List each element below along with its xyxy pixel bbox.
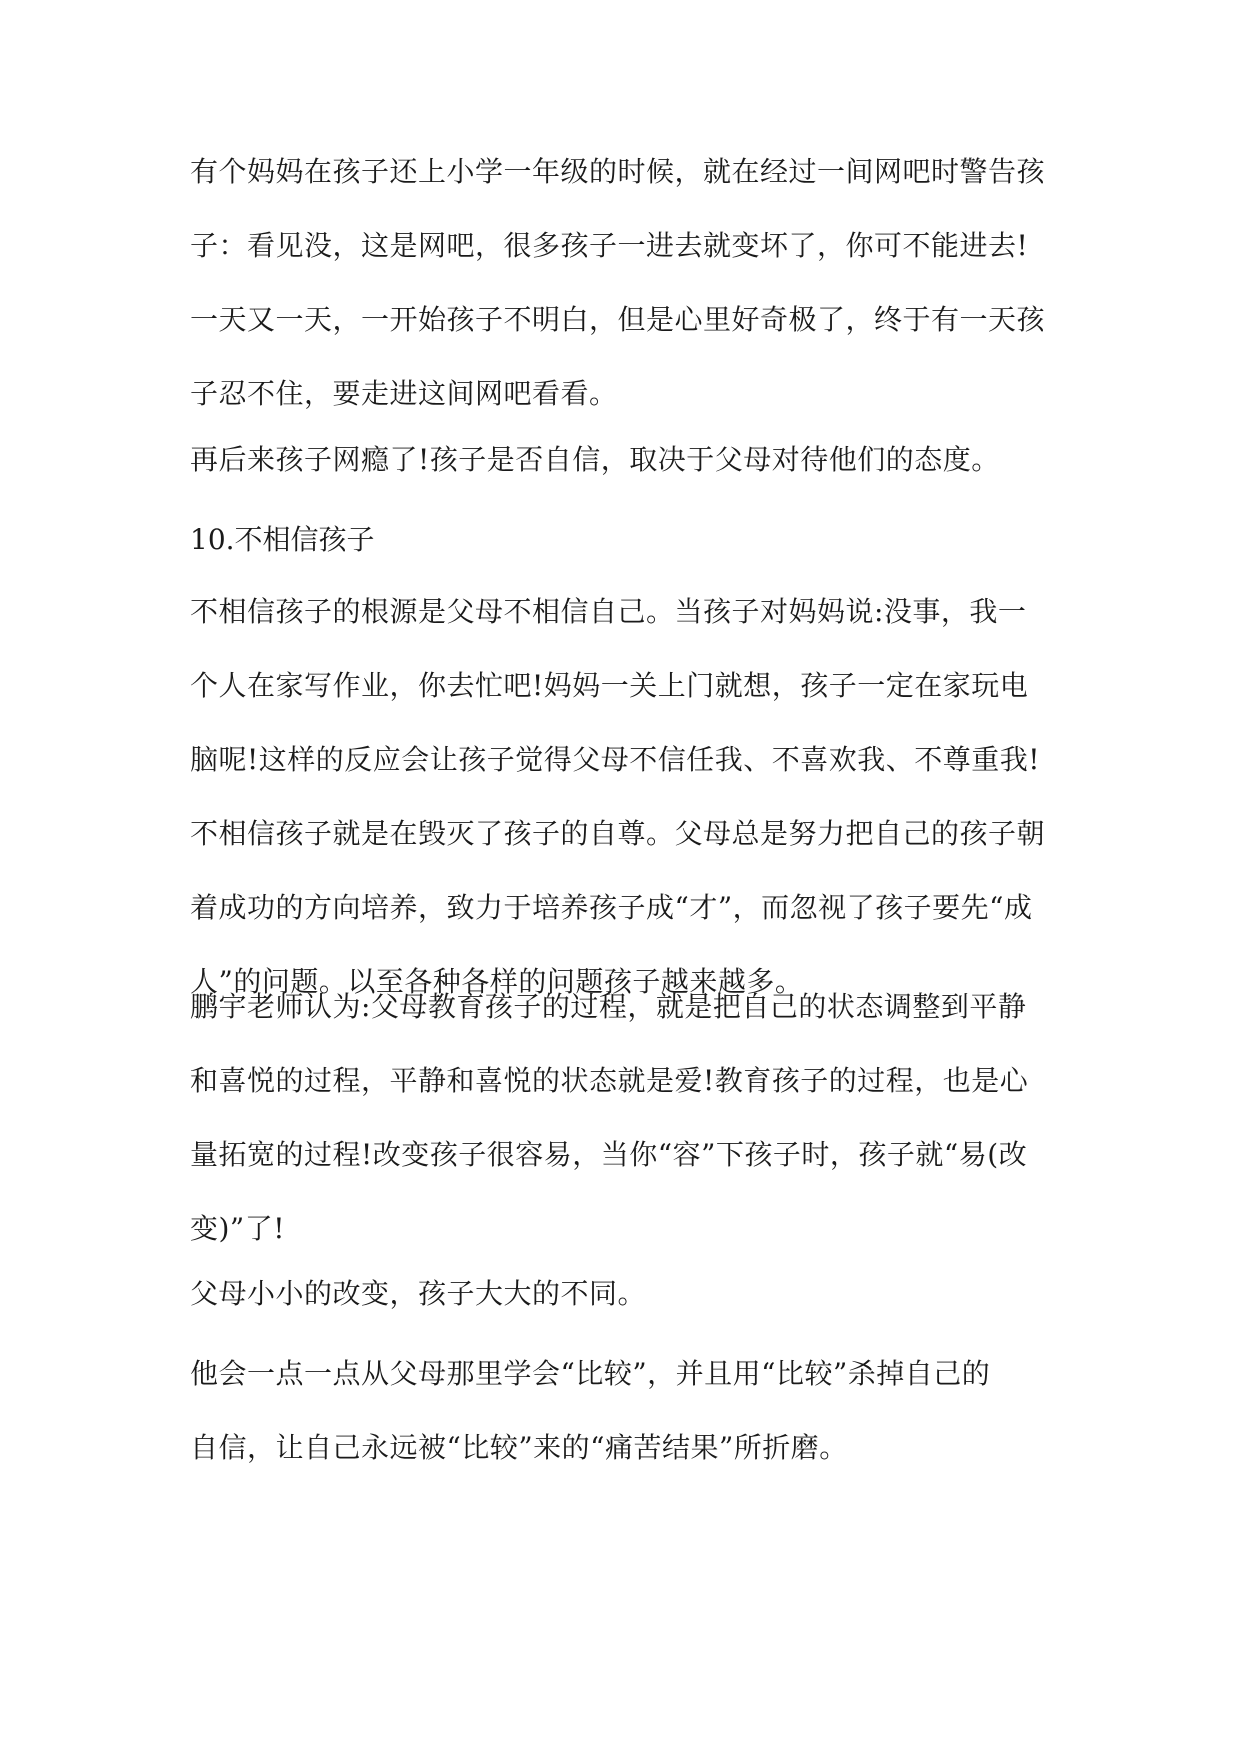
text-line: 和喜悦的过程，平静和喜悦的状态就是爱!教育孩子的过程，也是心 bbox=[190, 1064, 1029, 1097]
text-line: 有个妈妈在孩子还上小学一年级的时候，就在经过一间网吧时警告孩 bbox=[190, 155, 1046, 188]
text-line: 他会一点一点从父母那里学会“比较”，并且用“比较”杀掉自己的 bbox=[190, 1357, 991, 1390]
section-10 bbox=[190, 525, 1070, 997]
text-line: 再后来孩子网瘾了!孩子是否自信，取决于父母对待他们的态度。 bbox=[190, 443, 1000, 476]
paragraph-4 bbox=[190, 992, 1070, 1244]
text-line: 量拓宽的过程!改变孩子很容易，当你“容”下孩子时，孩子就“易(改 bbox=[190, 1138, 1028, 1171]
text-line: 子忍不住，要走进这间网吧看看。 bbox=[190, 377, 618, 410]
text-line: 人”的问题。以至各种各样的问题孩子越来越多。 bbox=[190, 965, 804, 998]
text-line: 着成功的方向培养，致力于培养孩子成“才”，而忽视了孩子要先“成 bbox=[190, 891, 1033, 924]
text-line: 自信，让自己永远被“比较”来的“痛苦结果”所折磨。 bbox=[190, 1431, 848, 1464]
paragraph-5 bbox=[190, 1279, 1070, 1309]
text-line: 不相信孩子的根源是父母不相信自己。当孩子对妈妈说:没事，我一 bbox=[190, 595, 1027, 628]
text-line: 变)”了! bbox=[190, 1212, 285, 1245]
text-line: 子：看见没，这是网吧，很多孩子一进去就变坏了，你可不能进去! bbox=[190, 229, 1029, 262]
paragraph-2 bbox=[190, 445, 1070, 475]
text-line: 鹏宇老师认为:父母教育孩子的过程，就是把自己的状态调整到平静 bbox=[190, 990, 1027, 1023]
text-line: 不相信孩子就是在毁灭了孩子的自尊。父母总是努力把自己的孩子朝 bbox=[190, 817, 1046, 850]
paragraph-1 bbox=[190, 157, 1070, 409]
text-line: 脑呢!这样的反应会让孩子觉得父母不信任我、不喜欢我、不尊重我! bbox=[190, 743, 1041, 776]
paragraph-6 bbox=[190, 1359, 1070, 1463]
section-heading: 10.不相信孩子 bbox=[190, 523, 375, 556]
text-line: 父母小小的改变，孩子大大的不同。 bbox=[190, 1277, 647, 1310]
text-line: 个人在家写作业，你去忙吧!妈妈一关上门就想，孩子一定在家玩电 bbox=[190, 669, 1029, 702]
text-line: 一天又一天，一开始孩子不明白，但是心里好奇极了，终于有一天孩 bbox=[190, 303, 1046, 336]
